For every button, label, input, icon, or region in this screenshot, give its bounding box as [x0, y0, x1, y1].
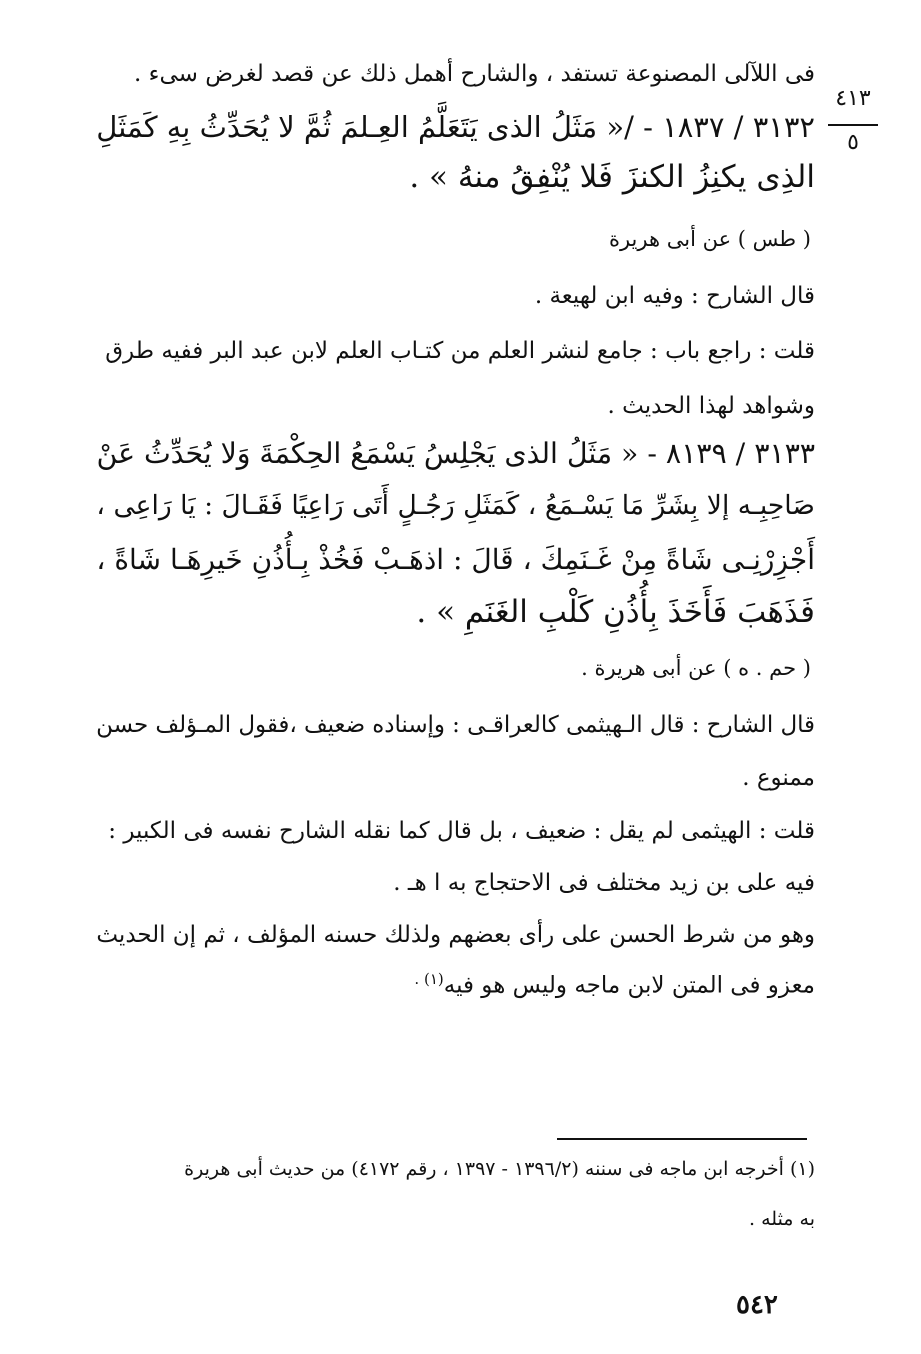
margin-ref-top: ٤١٣: [835, 86, 871, 111]
text-line: قلت : راجع باب : جامع لنشر العلم من كتـاب العلم لابن عبد البر ففيه طرق: [105, 338, 815, 364]
hadith-line: ٣١٣٣ / ٨١٣٩ - « مَثَلُ الذى يَجْلِسُ يَسْمَعُ الحِكْمَةَ وَلا يُحَدِّثُ عَنْ: [96, 437, 815, 470]
hadith-line: ٣١٣٢ / ١٨٣٧ - /« مَثَلُ الذى يَتَعَلَّمُ العِـلمَ ثُمَّ لا يُحَدِّثُ بِهِ كَمَثَلِ: [96, 110, 815, 144]
hadith-line: أَجْزِرْنِـى شَاةً مِنْ غَـنَمِكَ ، قَالَ : اذهَـبْ فَخُذْ بِـأُذُنِ خَيرِهَـا شَاةً ،: [96, 543, 815, 576]
page-number: ٥٤٢: [736, 1290, 778, 1320]
margin-ref-bottom: ٥: [847, 130, 859, 155]
footnote-rule: [557, 1138, 807, 1140]
source-line: ( طس ) عن أبى هريرة: [608, 227, 811, 251]
text-line: وشواهد لهذا الحديث .: [607, 393, 815, 419]
text-line: فى اللآلى المصنوعة تستفد ، والشارح أهمل ذلك عن قصد لغرض سىء .: [134, 61, 815, 87]
text-line: وهو من شرط الحسن على رأى بعضهم ولذلك حسنه المؤلف ، ثم إن الحديث: [96, 922, 815, 948]
footnote-line: به مثله .: [749, 1208, 815, 1230]
source-line: ( حم . ه ) عن أبى هريرة .: [581, 656, 811, 680]
text-line: قلت : الهيثمى لم يقل : ضعيف ، بل قال كما نقله الشارح نفسه فى الكبير :: [108, 818, 815, 844]
text-line: ممنوع .: [742, 765, 815, 791]
hadith-line: الذِى يكنِزُ الكنزَ فَلا يُنْفِقُ منهُ » .: [409, 159, 815, 195]
margin-rule: [828, 124, 878, 126]
text-line-main: معزو فى المتن لابن ماجه وليس هو فيه: [443, 972, 815, 999]
hadith-line: صَاحِبِـه إلا بِشَرِّ مَا يَسْـمَعُ ، كَمَثَلِ رَجُـلٍ أَتَى رَاعِيًا فَقَـالَ : يَا رَاعِى ،: [96, 490, 815, 521]
footnote-line: (١) أخرجه ابن ماجه فى سننه (١٣٩٦/٢ - ١٣٩٧ ، رقم ٤١٧٢) من حديث أبى هريرة: [184, 1158, 815, 1180]
text-line: قال الشارح : وفيه ابن لهيعة .: [534, 283, 815, 309]
footnote-marker: (١) .: [414, 970, 444, 988]
text-line: فيه على بن زيد مختلف فى الاحتجاج به ا هـ .: [393, 870, 815, 896]
text-line: قال الشارح : قال الـهيثمى كالعراقـى : وإسناده ضعيف ،فقول المـؤلف حسن: [96, 712, 815, 738]
text-line: [414, 972, 815, 998]
hadith-line: فَذَهَبَ فَأَخَذَ بِأُذُنِ كَلْبِ الغَنَمِ » .: [416, 594, 815, 630]
